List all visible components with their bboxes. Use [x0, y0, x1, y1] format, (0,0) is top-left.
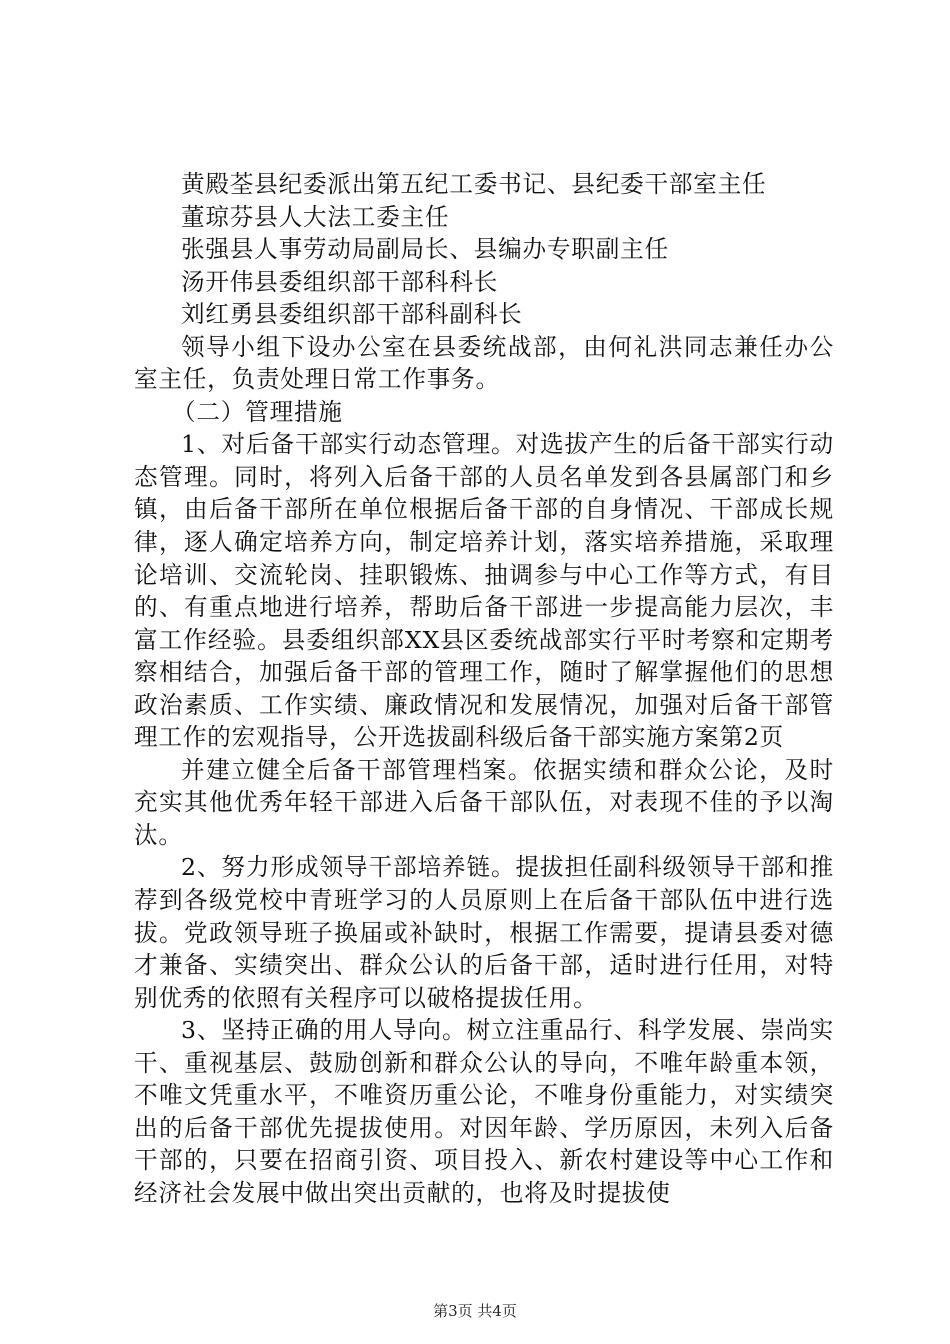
member-line: 董琼芬县人大法工委主任: [181, 202, 450, 231]
page-footer: 第3页 共4页: [433, 1302, 517, 1320]
office-paragraph: 领导小组下设办公室在县委统战部，由何礼洪同志兼任办公室主任，负责处理日常工作事务。: [134, 332, 834, 394]
paragraph-archive: 并建立健全后备干部管理档案。依据实绩和群众公论，及时充实其他优秀年轻干部进入后备干部队伍，对表现不佳的予以淘汰。: [134, 755, 834, 849]
paragraph-employment-guidance: 3、坚持正确的用人导向。树立注重品行、科学发展、崇尚实干、重视基层、鼓励创新和群众公认的导向，不唯年龄重本领，不唯文凭重水平，不唯资历重公论，不唯身份重能力，对实绩突出的后备干部优先提拔使用。对因年龄、学历原因，未列入后备干部的，只要在招商引资、项目投入、新农村建设等中心工作和经济社会发展中做出突出贡献的，也将及时提拔使: [134, 1016, 834, 1207]
paragraph-dynamic-management: 1、对后备干部实行动态管理。对选拔产生的后备干部实行动态管理。同时，将列入后备干部的人员名单发到各县属部门和乡镇，由后备干部所在单位根据后备干部的自身情况、干部成长规律，逐人确定培养方向，制定培养计划，落实培养措施，采取理论培训、交流轮岗、挂职锻炼、抽调参与中心工作等方式，有目的、有重点地进行培养，帮助后备干部进一步提高能力层次，丰富工作经验。县委组织部XX县区委统战部实行平时考察和定期考察相结合，加强后备干部的管理工作，随时了解掌握他们的思想政治素质、工作实绩、廉政情况和发展情况，加强对后备干部管理工作的宏观指导，公开选拔副科级后备干部实施方案第2页: [134, 430, 834, 752]
member-line: 张强县人事劳动局副局长、县编办专职副主任: [181, 235, 669, 264]
section-heading: （二）管理措施: [172, 397, 343, 426]
member-line: 刘红勇县委组织部干部科副科长: [181, 300, 523, 329]
member-line: 黄殿荃县纪委派出第五纪工委书记、县纪委干部室主任: [181, 170, 767, 198]
document-body: [134, 168, 834, 1210]
member-line: 汤开伟县委组织部干部科科长: [181, 267, 499, 296]
paragraph-training-chain: 2、努力形成领导干部培养链。提拔担任副科级领导干部和推荐到各级党校中青班学习的人员原则上在后备干部队伍中进行选拔。党政领导班子换届或补缺时，根据工作需要，提请县委对德才兼备、实绩突出、群众公认的后备干部，适时进行任用，对特别优秀的依照有关程序可以破格提拔任用。: [134, 853, 834, 1012]
